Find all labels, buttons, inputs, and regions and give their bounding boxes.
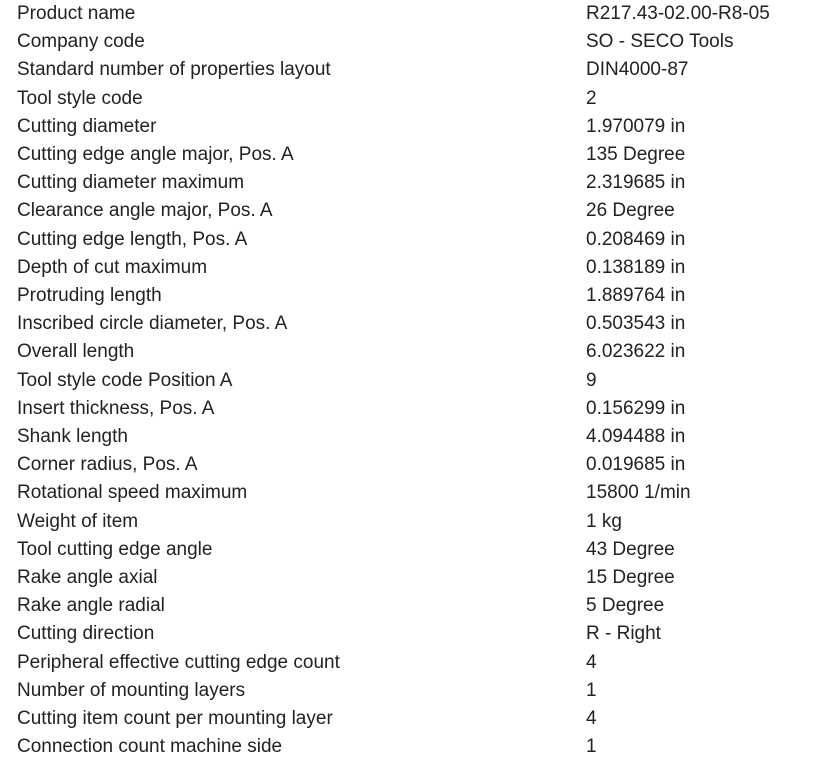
property-name: Cutting edge angle major, Pos. A <box>17 144 294 166</box>
property-name: Clearance angle major, Pos. A <box>17 200 273 222</box>
property-row <box>0 677 827 705</box>
property-row <box>0 226 827 254</box>
property-value: 1.889764 in <box>586 285 686 307</box>
property-value: 4 <box>586 651 597 673</box>
property-row <box>0 649 827 677</box>
property-row <box>0 620 827 648</box>
property-name: Tool style code Position A <box>17 369 233 391</box>
property-value: 26 Degree <box>586 200 675 222</box>
property-name: Depth of cut maximum <box>17 256 208 278</box>
property-row <box>0 451 827 479</box>
property-value: 0.503543 in <box>586 313 686 335</box>
property-name: Cutting edge length, Pos. A <box>17 228 248 250</box>
property-value: 5 Degree <box>586 595 665 617</box>
property-row <box>0 0 827 28</box>
property-row <box>0 564 827 592</box>
property-value: 2.319685 in <box>586 172 686 194</box>
property-row <box>0 423 827 451</box>
property-name: Cutting item count per mounting layer <box>17 708 333 730</box>
property-value: 0.138189 in <box>586 256 686 278</box>
property-name: Rake angle axial <box>17 567 158 589</box>
property-row <box>0 536 827 564</box>
property-name: Company code <box>17 31 145 53</box>
property-row <box>0 56 827 84</box>
property-row <box>0 113 827 141</box>
property-name: Shank length <box>17 426 128 448</box>
property-name: Cutting diameter <box>17 115 157 137</box>
property-value: 43 Degree <box>586 538 675 560</box>
property-row <box>0 705 827 733</box>
property-row <box>0 141 827 169</box>
property-row <box>0 28 827 56</box>
property-name: Weight of item <box>17 510 139 532</box>
property-row <box>0 479 827 507</box>
property-name: Corner radius, Pos. A <box>17 454 198 476</box>
property-name: Overall length <box>17 341 135 363</box>
property-name: Number of mounting layers <box>17 679 246 701</box>
property-value: 0.019685 in <box>586 454 686 476</box>
property-row <box>0 395 827 423</box>
property-name: Tool style code <box>17 87 143 109</box>
property-name: Standard number of properties layout <box>17 59 331 81</box>
property-name: Peripheral effective cutting edge count <box>17 651 340 673</box>
property-name: Connection count machine side <box>17 736 283 758</box>
property-value: 4 <box>586 708 597 730</box>
property-row <box>0 367 827 395</box>
property-name: Inscribed circle diameter, Pos. A <box>17 313 288 335</box>
property-row <box>0 592 827 620</box>
property-row <box>0 197 827 225</box>
property-value: 1.970079 in <box>586 115 686 137</box>
property-name: Cutting diameter maximum <box>17 172 245 194</box>
property-value: 9 <box>586 369 597 391</box>
property-value: 6.023622 in <box>586 341 686 363</box>
property-value: 1 kg <box>586 510 622 532</box>
property-row <box>0 282 827 310</box>
property-row <box>0 169 827 197</box>
property-name: Product name <box>17 3 136 24</box>
property-name: Tool cutting edge angle <box>17 538 213 560</box>
property-value: 0.208469 in <box>586 228 686 250</box>
property-value: 135 Degree <box>586 144 686 166</box>
property-value: 15 Degree <box>586 567 675 589</box>
property-value: R217.43-02.00-R8-05 <box>586 3 770 24</box>
property-name: Rake angle radial <box>17 595 165 617</box>
property-row <box>0 85 827 113</box>
property-row <box>0 254 827 282</box>
property-value: R - Right <box>586 623 661 645</box>
property-value: 4.094488 in <box>586 426 686 448</box>
property-value: 15800 1/min <box>586 482 691 504</box>
property-name: Insert thickness, Pos. A <box>17 397 215 419</box>
property-value: 1 <box>586 679 597 701</box>
property-row <box>0 310 827 338</box>
property-value: 2 <box>586 87 597 109</box>
property-value: SO - SECO Tools <box>586 31 734 53</box>
property-row <box>0 508 827 536</box>
property-name: Cutting direction <box>17 623 155 645</box>
property-value: 0.156299 in <box>586 397 686 419</box>
property-value: DIN4000-87 <box>586 59 689 81</box>
property-row <box>0 338 827 366</box>
property-name: Protruding length <box>17 285 162 307</box>
property-name: Rotational speed maximum <box>17 482 248 504</box>
property-value: 1 <box>586 736 597 758</box>
property-row <box>0 733 827 761</box>
